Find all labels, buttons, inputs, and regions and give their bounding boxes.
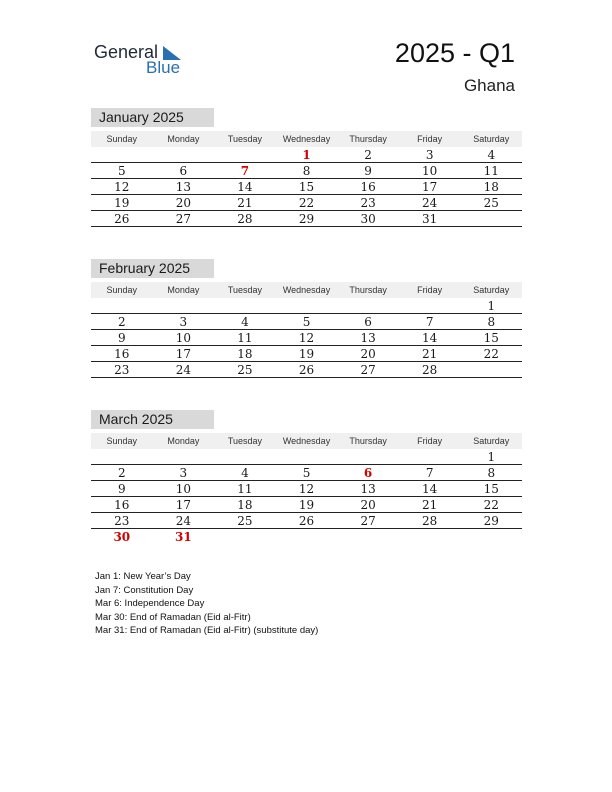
weekday-header: Monday: [167, 285, 200, 295]
week-row: [91, 513, 522, 529]
holiday-note: Jan 7: Constitution Day: [95, 584, 194, 596]
date-cell: [460, 529, 522, 545]
date-cell: [276, 529, 338, 545]
date-cell: 27: [175, 212, 191, 226]
date-cell: 20: [360, 498, 376, 512]
date-cell: 2: [117, 315, 126, 329]
date-cell: 19: [114, 196, 130, 210]
date-cell: 29: [298, 212, 315, 226]
date-cell: 26: [298, 514, 315, 528]
date-cell: 4: [487, 148, 496, 162]
weekday-header: Tuesday: [227, 285, 263, 295]
date-cell: 11: [483, 164, 499, 178]
month-calendar-january: [91, 108, 522, 227]
date-cell: 12: [114, 180, 130, 194]
date-cell: 26: [298, 363, 315, 377]
date-cell: [276, 298, 338, 313]
week-row: [91, 195, 522, 211]
date-cell: [337, 529, 399, 545]
date-cell: 29: [483, 514, 499, 528]
date-cell: 23: [114, 514, 130, 528]
date-cell: 23: [114, 363, 130, 377]
date-cell: [276, 449, 338, 464]
month-title: January 2025: [91, 108, 214, 127]
date-cell: [91, 147, 153, 162]
date-cell: 15: [483, 331, 499, 345]
date-cell: 28: [237, 212, 253, 226]
date-cell: 12: [298, 331, 315, 345]
date-cell: [91, 449, 153, 464]
date-cell: 14: [237, 180, 253, 194]
date-cell: 10: [175, 482, 191, 496]
week-row: [91, 211, 522, 227]
date-cell: 12: [298, 482, 315, 496]
date-cell: [214, 147, 276, 162]
date-cell: 20: [360, 347, 376, 361]
date-cell: 27: [360, 363, 376, 377]
date-cell: 5: [302, 315, 311, 329]
month-grid: [91, 433, 522, 545]
date-cell: 3: [179, 315, 188, 329]
date-cell: 16: [114, 347, 130, 361]
date-cell: 18: [483, 180, 499, 194]
date-cell: 10: [422, 164, 438, 178]
date-cell: 8: [487, 315, 496, 329]
date-cell: 24: [175, 363, 191, 377]
date-cell: [91, 298, 153, 313]
brand-word-general: General: [94, 42, 159, 62]
date-cell: 2: [117, 466, 126, 480]
date-cell: 17: [175, 347, 191, 361]
date-cell: 13: [360, 482, 376, 496]
date-cell: 26: [114, 212, 130, 226]
month-title: March 2025: [91, 410, 214, 429]
weekday-header: Friday: [417, 285, 443, 295]
date-cell: 10: [175, 331, 191, 345]
holiday-date-cell: 7: [240, 164, 250, 178]
weekday-header: Friday: [417, 436, 443, 446]
date-cell: 25: [237, 514, 253, 528]
date-cell: 14: [422, 331, 438, 345]
date-cell: 6: [364, 315, 372, 329]
holiday-note: Mar 31: End of Ramadan (Eid al-Fitr) (substitute day): [95, 625, 319, 636]
holiday-note: Mar 30: End of Ramadan (Eid al-Fitr): [95, 611, 251, 623]
weekday-header: Wednesday: [282, 285, 331, 295]
brand-logo: [94, 40, 204, 80]
date-cell: 11: [237, 482, 253, 496]
date-cell: [337, 298, 399, 313]
date-cell: 7: [425, 315, 434, 329]
date-cell: 13: [360, 331, 376, 345]
date-cell: 9: [117, 331, 126, 345]
date-cell: [214, 298, 276, 313]
country-name: Ghana: [463, 76, 515, 95]
date-cell: [153, 449, 215, 464]
date-cell: 24: [422, 196, 438, 210]
week-row: [91, 314, 522, 330]
date-cell: 28: [422, 363, 438, 377]
weekday-header: Wednesday: [282, 436, 331, 446]
holiday-date-cell: 30: [113, 530, 131, 544]
date-cell: 30: [360, 212, 376, 226]
weekday-header: Thursday: [349, 134, 387, 144]
date-cell: 25: [237, 363, 253, 377]
date-cell: 16: [360, 180, 376, 194]
date-cell: 14: [422, 482, 438, 496]
date-cell: 5: [117, 164, 126, 178]
date-cell: 8: [487, 466, 496, 480]
date-cell: [460, 362, 522, 377]
month-calendar-february: [91, 259, 522, 378]
date-cell: 17: [422, 180, 438, 194]
date-cell: 7: [425, 466, 434, 480]
holiday-date-cell: 1: [302, 148, 311, 162]
date-cell: 9: [364, 164, 372, 178]
date-cell: [214, 529, 276, 545]
date-cell: 19: [298, 347, 315, 361]
weekday-header: Monday: [167, 134, 200, 144]
date-cell: 11: [237, 331, 253, 345]
date-cell: 16: [114, 498, 130, 512]
week-row: [91, 449, 522, 465]
date-cell: 1: [487, 299, 496, 313]
weekday-header: Sunday: [106, 134, 138, 144]
date-cell: 3: [425, 148, 434, 162]
weekday-header-row: [91, 131, 522, 147]
week-row: [91, 346, 522, 362]
date-cell: 15: [298, 180, 315, 194]
date-cell: 19: [298, 498, 315, 512]
month-calendar-march: [91, 410, 522, 545]
date-cell: [399, 449, 461, 464]
date-cell: [214, 449, 276, 464]
month-grid: [91, 131, 522, 227]
weekday-header: Tuesday: [227, 436, 263, 446]
weekday-header: Thursday: [349, 285, 387, 295]
date-cell: [153, 147, 215, 162]
week-row: [91, 298, 522, 314]
weekday-header-row: [91, 282, 522, 298]
date-cell: [399, 529, 461, 545]
date-cell: 25: [483, 196, 499, 210]
date-cell: 8: [302, 164, 311, 178]
date-cell: 21: [422, 347, 438, 361]
weekday-header: Sunday: [106, 285, 138, 295]
weekday-header: Wednesday: [282, 134, 331, 144]
date-cell: 15: [483, 482, 499, 496]
holiday-note: Mar 6: Independence Day: [95, 598, 205, 609]
date-cell: [399, 298, 461, 313]
holiday-date-cell: 6: [363, 466, 373, 480]
holiday-notes: [95, 570, 318, 638]
date-cell: 22: [483, 498, 499, 512]
date-cell: 21: [237, 196, 253, 210]
date-cell: 22: [483, 347, 499, 361]
date-cell: 23: [360, 196, 376, 210]
week-row: [91, 497, 522, 513]
holiday-date-cell: 31: [175, 530, 192, 544]
date-cell: 2: [364, 148, 372, 162]
date-cell: 1: [487, 450, 496, 464]
weekday-header-row: [91, 433, 522, 449]
weekday-header: Saturday: [473, 436, 510, 446]
date-cell: 6: [179, 164, 188, 178]
date-cell: 24: [175, 514, 191, 528]
week-row: [91, 163, 522, 179]
week-row: [91, 362, 522, 378]
week-row: [91, 465, 522, 481]
date-cell: 3: [179, 466, 188, 480]
date-cell: 13: [175, 180, 191, 194]
date-cell: 22: [298, 196, 315, 210]
date-cell: 9: [117, 482, 126, 496]
week-row: [91, 147, 522, 163]
weekday-header: Thursday: [349, 436, 387, 446]
date-cell: 5: [302, 466, 311, 480]
brand-word-blue: Blue: [146, 58, 181, 77]
date-cell: [460, 211, 522, 226]
weekday-header: Friday: [417, 134, 443, 144]
page-title: 2025 - Q1: [394, 38, 515, 68]
date-cell: 18: [237, 347, 253, 361]
date-cell: 18: [237, 498, 253, 512]
date-cell: [153, 298, 215, 313]
weekday-header: Saturday: [473, 285, 510, 295]
week-row: [91, 529, 522, 545]
holiday-note: Jan 1: New Year’s Day: [95, 571, 191, 582]
date-cell: 17: [175, 498, 191, 512]
date-cell: 28: [422, 514, 438, 528]
weekday-header: Monday: [167, 436, 200, 446]
week-row: [91, 179, 522, 195]
date-cell: [337, 449, 399, 464]
date-cell: 31: [422, 212, 438, 226]
month-title: February 2025: [91, 259, 214, 278]
month-grid: [91, 282, 522, 378]
week-row: [91, 481, 522, 497]
date-cell: 4: [241, 466, 249, 480]
date-cell: 20: [175, 196, 191, 210]
weekday-header: Tuesday: [227, 134, 263, 144]
date-cell: 27: [360, 514, 376, 528]
date-cell: 21: [422, 498, 438, 512]
date-cell: 4: [241, 315, 249, 329]
weekday-header: Sunday: [106, 436, 138, 446]
week-row: [91, 330, 522, 346]
weekday-header: Saturday: [473, 134, 510, 144]
